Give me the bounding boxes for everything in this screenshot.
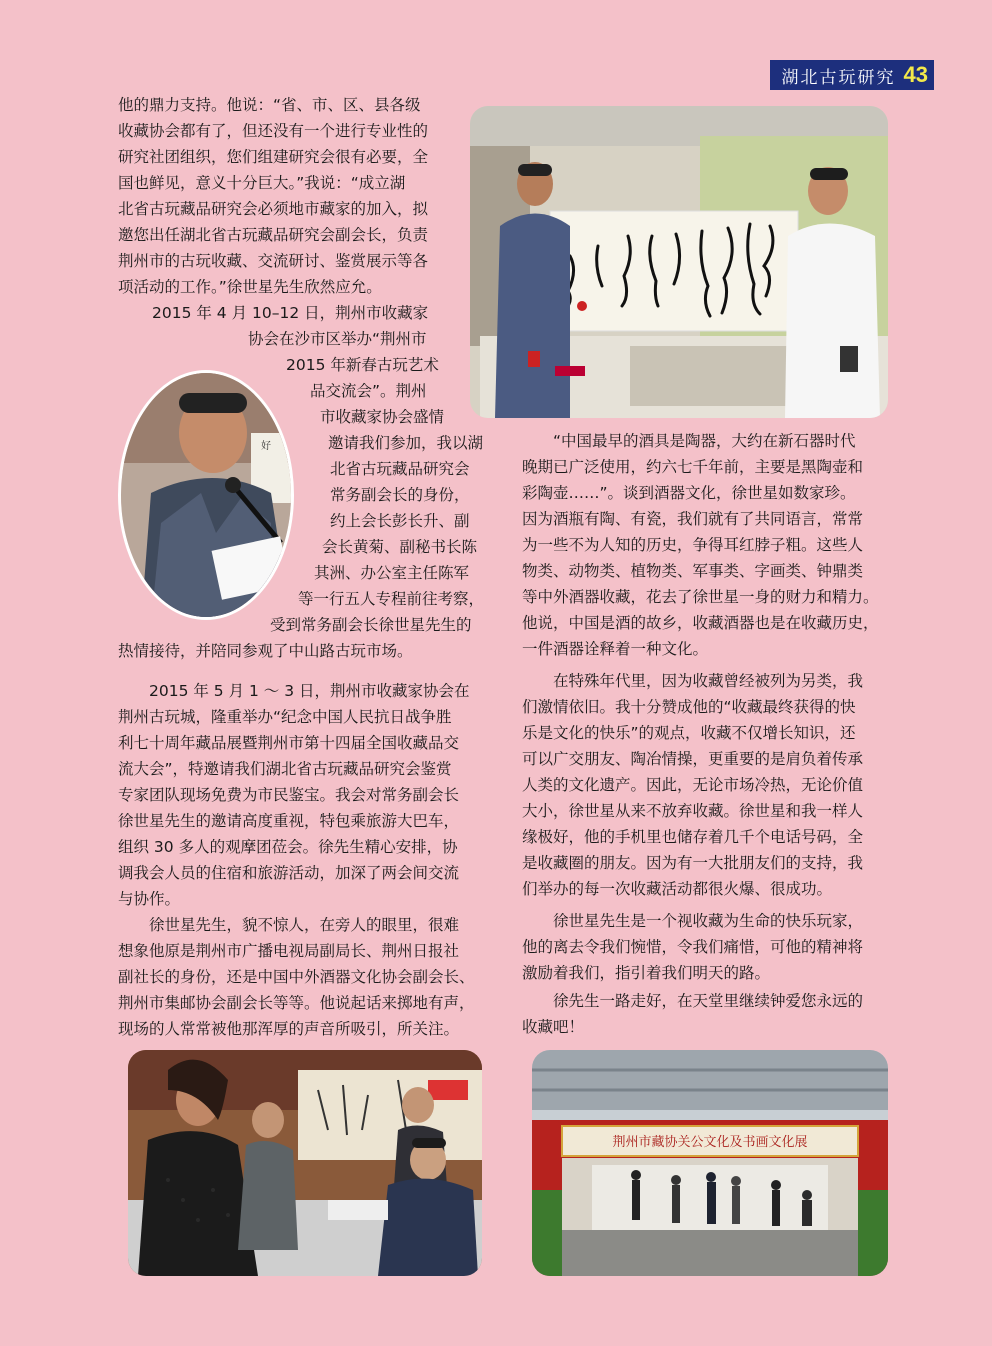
- right-paragraph-2: [522, 668, 898, 902]
- text-line: 徐世星先生，貌不惊人，在旁人的眼里，很难: [149, 916, 460, 934]
- text-line: 现场的人常常被他那浑厚的声音所吸引，所关注。: [118, 1020, 460, 1038]
- left-paragraph-3: [118, 678, 494, 912]
- text-line: 约上会长彭长升、副: [330, 512, 470, 530]
- right-paragraph-4: [522, 988, 898, 1040]
- right-paragraph-1: [522, 428, 898, 662]
- left-paragraph-1: [118, 92, 454, 300]
- text-line: 协会在沙市区举办“荆州市: [248, 330, 427, 348]
- magazine-title: 湖北古玩研究: [781, 67, 896, 88]
- text-line: 徐世星先生是一个视收藏为生命的快乐玩家，: [553, 912, 864, 930]
- text-line: 专家团队现场免费为市民鉴宝。我会对常务副会长: [118, 786, 460, 804]
- text-line: 国也鲜见，意义十分巨大。”我说：“成立湖: [118, 174, 406, 192]
- text-line: 邀您出任湖北省古玩藏品研究会副会长，负责: [118, 226, 429, 244]
- text-line: 2015 年新春古玩艺术: [286, 356, 439, 374]
- text-line: 项活动的工作。”徐世星先生欣然应允。: [118, 278, 382, 296]
- text-line: 受到常务副会长徐世星先生的: [270, 616, 472, 634]
- text-line: 人类的文化遗产。因此，无论市场冷热，无论价值: [522, 776, 864, 794]
- text-line: 徐先生一路走好，在天堂里继续钟爱您永远的: [553, 992, 864, 1010]
- text-line: 激励着我们，指引着我们明天的路。: [522, 964, 771, 982]
- text-line: 北省古玩藏品研究会: [330, 460, 470, 478]
- text-line: 大小，徐世星从来不放弃收藏。徐世星和我一样人: [522, 802, 864, 820]
- appraisal-photo: [128, 1050, 482, 1276]
- text-line: 等一行五人专程前往考察，: [298, 590, 485, 608]
- text-line: 们举办的每一次收藏活动都很火爆、很成功。: [522, 880, 833, 898]
- text-line: 他说，中国是酒的故乡，收藏酒器也是在收藏历史，: [522, 614, 879, 632]
- text-line: 徐世星先生的邀请高度重视，特包乘旅游大巴车，: [118, 812, 460, 830]
- text-line: 荆州市的古玩收藏、交流研讨、鉴赏展示等各: [118, 252, 429, 270]
- text-line: 热情接待，并陪同参观了中山路古玩市场。: [118, 642, 413, 660]
- right-paragraph-3: [522, 908, 898, 986]
- text-line: 为一些不为人知的历史，争得耳红脖子粗。这些人: [522, 536, 864, 554]
- left-paragraph-4: [118, 912, 494, 1042]
- text-line: 研究社团组织，您们组建研究会很有必要，全: [118, 148, 429, 166]
- text-line: 组织 30 多人的观摩团莅会。徐先生精心安排，协: [118, 838, 458, 856]
- text-line: 邀请我们参加，我以湖: [328, 434, 484, 452]
- text-line: 是收藏圈的朋友。因为有一大批朋友们的支持，我: [522, 854, 864, 872]
- text-line: 与协作。: [118, 890, 181, 908]
- text-line: 品交流会”。荆州: [310, 382, 427, 400]
- text-line: 2015 年 4 月 10–12 日，荆州市收藏家: [152, 304, 429, 322]
- exhibition-banner-text: 荆州市藏协关公文化及书画文化展: [612, 1135, 808, 1150]
- speaker-portrait-photo: [118, 370, 294, 620]
- text-line: 调我会人员的住宿和旅游活动，加深了两会间交流: [118, 864, 460, 882]
- badge-text: 好: [261, 441, 271, 452]
- text-line: 可以广交朋友、陶冶情操，更重要的是肩负着传承: [522, 750, 864, 768]
- text-line: 等中外酒器收藏，花去了徐世星一身的财力和精力。: [522, 588, 879, 606]
- text-line: 2015 年 5 月 1 ～ 3 日，荆州市收藏家协会在: [149, 682, 470, 700]
- page-header: [770, 60, 934, 90]
- text-line: 在特殊年代里，因为收藏曾经被列为另类，我: [553, 672, 864, 690]
- text-line: 晚期已广泛使用，约六七千年前，主要是黑陶壶和: [522, 458, 864, 476]
- text-line: 一件酒器诠释着一种文化。: [522, 640, 709, 658]
- text-line: 收藏协会都有了，但还没有一个进行专业性的: [118, 122, 429, 140]
- text-line: 副社长的身份，还是中国中外酒器文化协会副会长、: [118, 968, 475, 986]
- text-line: 乐是文化的快乐”的观点，收藏不仅增长知识，还: [522, 724, 856, 742]
- exhibition-hall-photo: [532, 1050, 888, 1276]
- text-line: 荆州市集邮协会副会长等等。他说起话来掷地有声，: [118, 994, 475, 1012]
- text-line: 他的离去令我们惋惜，令我们痛惜，可他的精神将: [522, 938, 864, 956]
- text-line: 物类、动物类、植物类、军事类、字画类、钟鼎类: [522, 562, 864, 580]
- text-line: 常务副会长的身份，: [330, 486, 470, 504]
- text-line: 他的鼎力支持。他说：“省、市、区、县各级: [118, 96, 421, 114]
- text-line: 北省古玩藏品研究会必须地市藏家的加入，拟: [118, 200, 429, 218]
- text-line: 荆州古玩城，隆重举办“纪念中国人民抗日战争胜: [118, 708, 452, 726]
- text-line: 因为酒瓶有陶、有瓷，我们就有了共同语言，常常: [522, 510, 864, 528]
- text-line: 流大会”，特邀请我们湖北省古玩藏品研究会鉴赏: [118, 760, 452, 778]
- text-line: 彩陶壶……”。谈到酒器文化，徐世星如数家珍。: [522, 484, 856, 502]
- text-line: 缘极好，他的手机里也储存着几千个电话号码，全: [522, 828, 864, 846]
- text-line: 收藏吧！: [522, 1018, 585, 1036]
- text-line: 利七十周年藏品展暨荆州市第十四届全国收藏品交: [118, 734, 460, 752]
- text-line: “中国最早的酒具是陶器，大约在新石器时代: [553, 432, 856, 450]
- text-line: 其洲、办公室主任陈军: [314, 564, 470, 582]
- text-line: 市收藏家协会盛情: [320, 408, 445, 426]
- calligraphy-photo: [470, 106, 888, 418]
- page-number: 43: [903, 62, 928, 87]
- text-line: 想象他原是荆州市广播电视局副局长、荆州日报社: [118, 942, 460, 960]
- text-line: 会长黄菊、副秘书长陈: [322, 538, 478, 556]
- text-line: 们激情依旧。我十分赞成他的“收藏最终获得的快: [522, 698, 856, 716]
